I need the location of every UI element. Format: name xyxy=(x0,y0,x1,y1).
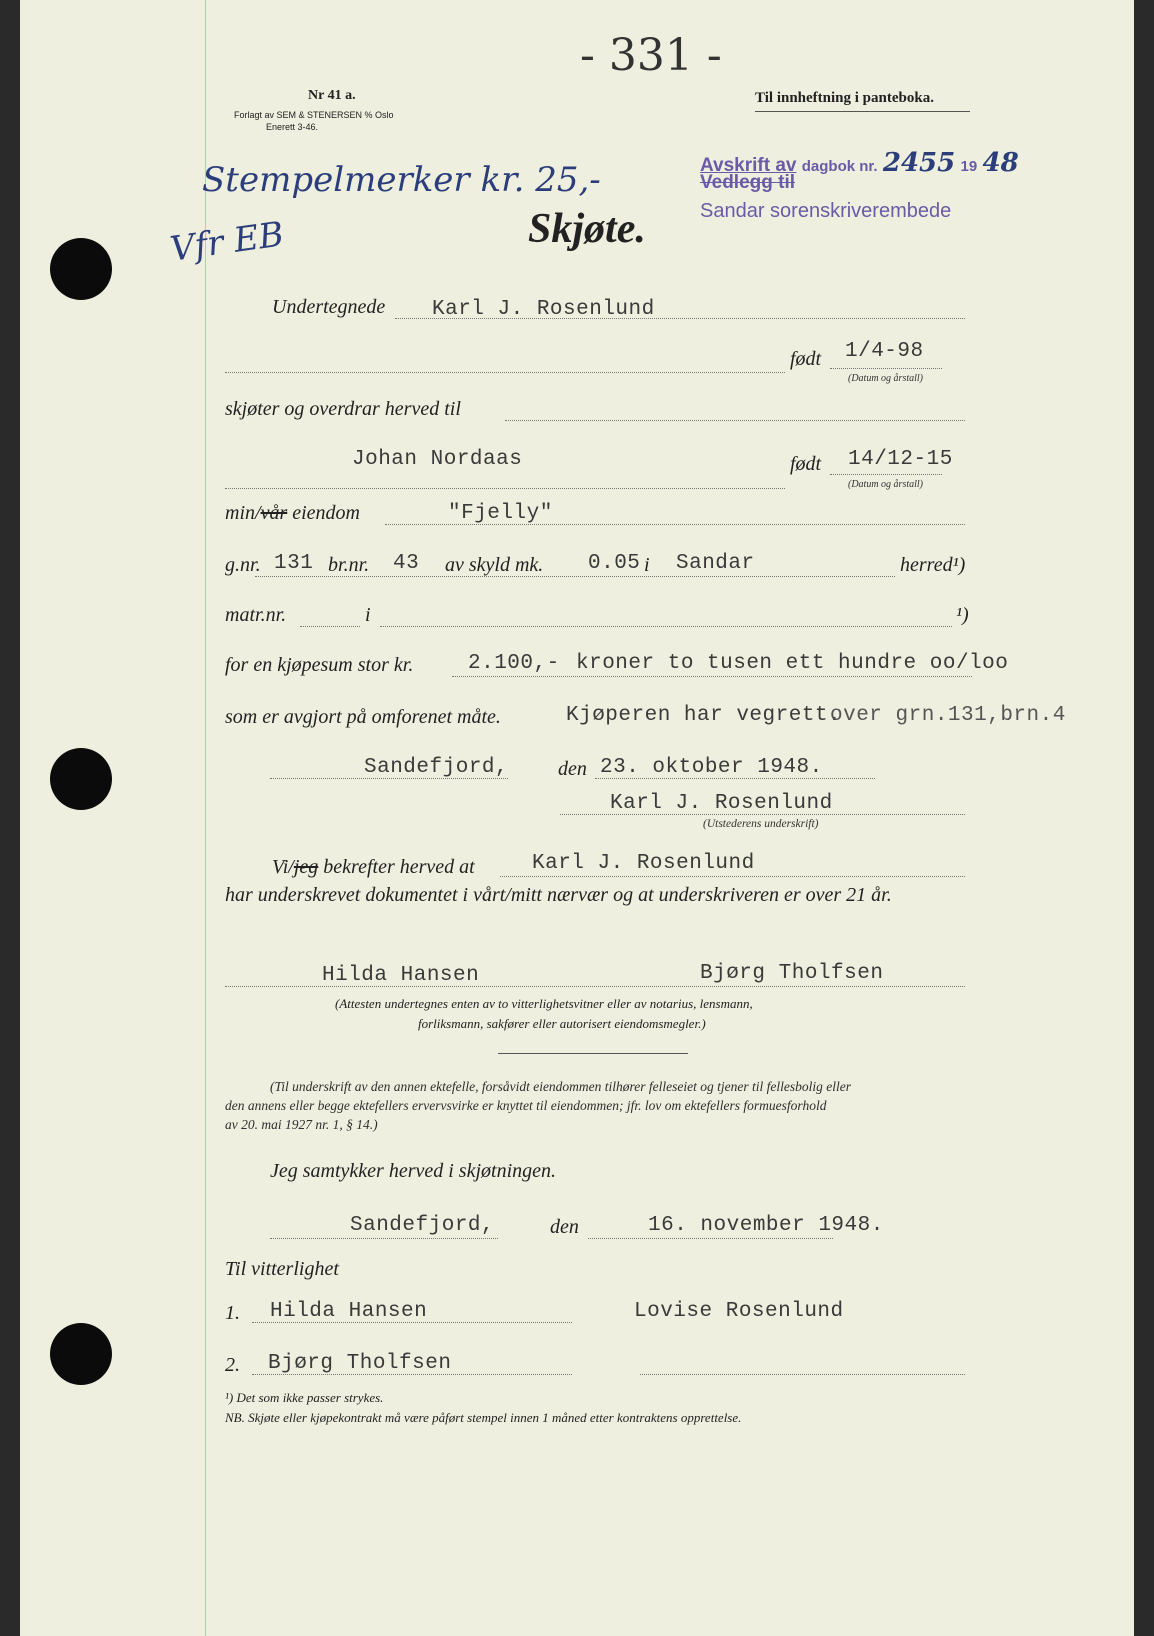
fill-line xyxy=(380,626,952,627)
punch-hole xyxy=(50,238,112,300)
final-witness-2: Bjørg Tholfsen xyxy=(268,1352,452,1375)
bnr-value: 43 xyxy=(393,552,420,575)
witness-label: Vi/jeg bekrefter herved at xyxy=(272,856,475,878)
form-number: Nr 41 a. xyxy=(308,88,356,103)
page-number: - 331 - xyxy=(580,30,722,81)
born-label: født xyxy=(790,453,822,475)
fill-line xyxy=(500,876,965,877)
undersigned-label: Undertegnede xyxy=(272,296,386,318)
fill-line xyxy=(830,474,942,475)
date-label: den xyxy=(558,758,587,780)
herred-name: Sandar xyxy=(676,552,755,575)
born-label: født xyxy=(790,348,822,370)
price-label: for en kjøpesum stor kr. xyxy=(225,654,414,676)
attest-note: (Attesten undertegnes enten av to vitterlighetsvitner eller av notarius, lensmann, xyxy=(335,996,753,1011)
divider xyxy=(498,1053,688,1054)
spouse-note: (Til underskrift av den annen ektefelle, forsåvidt eiendommen tilhører felleseiet og tjener til fellesbolig eller xyxy=(270,1079,851,1094)
office-stamp-line: Sandar sorenskriverembede xyxy=(700,200,952,222)
skyld-value: 0.05 xyxy=(588,552,641,575)
attach-note: Til innheftning i panteboka. xyxy=(755,90,934,106)
publisher-line: Enerett 3-46. xyxy=(266,122,319,132)
matr-i-label: i xyxy=(365,604,371,626)
fill-line xyxy=(255,576,895,577)
fill-line xyxy=(560,814,965,815)
fill-line xyxy=(225,372,785,373)
fill-line xyxy=(300,626,360,627)
witness-2-signature: Bjørg Tholfsen xyxy=(700,962,884,985)
office-stamp-line: Vedlegg til xyxy=(700,172,796,193)
fill-line xyxy=(640,1374,965,1375)
gnr-label: g.nr. xyxy=(225,554,261,576)
fill-line xyxy=(595,778,875,779)
fill-line xyxy=(270,1238,498,1239)
issuer-hint: (Utstederens underskrift) xyxy=(703,818,819,830)
fill-line xyxy=(252,1374,572,1375)
office-stamp-line: Avskrift av dagbok nr. 2455 19 48 xyxy=(700,148,1019,178)
buyer-name: Johan Nordaas xyxy=(352,448,523,471)
place-2: Sandefjord, xyxy=(350,1214,495,1237)
extra-text: over grn.131,brn.4 xyxy=(830,704,1066,727)
witness-number: 1. xyxy=(225,1302,240,1324)
punch-hole xyxy=(50,748,112,810)
date-hint: (Datum og årstall) xyxy=(848,479,923,490)
spouse-note: av 20. mai 1927 nr. 1, § 14.) xyxy=(225,1117,378,1132)
date-1: 23. oktober 1948. xyxy=(600,756,823,779)
matr-sup: ¹) xyxy=(956,604,969,626)
seller-name: Karl J. Rosenlund xyxy=(432,298,655,321)
fill-line xyxy=(225,986,965,987)
punch-hole xyxy=(50,1323,112,1385)
herred-i-label: i xyxy=(644,554,650,576)
buyer-born: 14/12-15 xyxy=(848,448,953,471)
publisher-line: Forlagt av SEM & STENERSEN % Oslo xyxy=(234,110,394,120)
document-page xyxy=(20,0,1134,1636)
transfer-text: skjøter og overdrar herved til xyxy=(225,398,461,420)
matr-label: matr.nr. xyxy=(225,604,287,626)
witness-heading: Til vitterlighet xyxy=(225,1258,339,1280)
price-words: kroner to tusen ett hundre oo/loo xyxy=(576,652,1009,675)
skyld-label: av skyld mk. xyxy=(445,554,544,576)
date-2: 16. november 1948. xyxy=(648,1214,884,1237)
footnote: ¹) Det som ikke passer strykes. xyxy=(225,1390,384,1405)
date-label: den xyxy=(550,1216,579,1238)
seller-born: 1/4-98 xyxy=(845,340,924,363)
property-name: "Fjelly" xyxy=(448,502,553,525)
spouse-note: den annens eller begge ektefellers ervervsvirke er knyttet til eiendommen; jfr. lov om ektefellers formuesforhold xyxy=(225,1098,827,1113)
herred-label: herred¹) xyxy=(900,554,966,576)
gnr-value: 131 xyxy=(274,552,314,575)
settled-text: som er avgjort på omforenet måte. xyxy=(225,706,501,728)
fill-line xyxy=(505,420,965,421)
stamp-duty-note: Stempelmerker kr. 25,- xyxy=(202,160,601,200)
document-title: Skjøte. xyxy=(528,206,646,252)
witness-text: har underskrevet dokumentet i vårt/mitt nærvær og at underskriveren er over 21 år. xyxy=(225,884,892,906)
witness-number: 2. xyxy=(225,1354,240,1376)
attest-note: forliksmann, sakfører eller autorisert eiendomsmegler.) xyxy=(418,1016,706,1031)
issuer-signature: Karl J. Rosenlund xyxy=(610,792,833,815)
place-1: Sandefjord, xyxy=(364,756,509,779)
extra-text: Kjøperen har vegrett. xyxy=(566,704,842,727)
date-hint: (Datum og årstall) xyxy=(848,373,923,384)
bnr-label: br.nr. xyxy=(328,554,370,576)
property-label: min/vår eiendom xyxy=(225,502,360,524)
fill-line xyxy=(830,368,942,369)
witness-1-signature: Hilda Hansen xyxy=(322,964,480,987)
fill-line xyxy=(252,1322,572,1323)
fill-line xyxy=(452,676,972,677)
consent-text: Jeg samtykker herved i skjøtningen. xyxy=(270,1160,557,1182)
fill-line xyxy=(588,1238,833,1239)
fill-line xyxy=(225,488,785,489)
footnote: NB. Skjøte eller kjøpekontrakt må være påført stempel innen 1 måned etter kontraktens opprettelse. xyxy=(225,1410,742,1425)
price-value: 2.100,- xyxy=(468,652,560,675)
final-witness-1: Hilda Hansen xyxy=(270,1300,428,1323)
witness-subject: Karl J. Rosenlund xyxy=(532,852,755,875)
divider xyxy=(755,111,970,112)
initials: Vfr EB xyxy=(167,214,287,270)
spouse-signature: Lovise Rosenlund xyxy=(634,1300,844,1323)
